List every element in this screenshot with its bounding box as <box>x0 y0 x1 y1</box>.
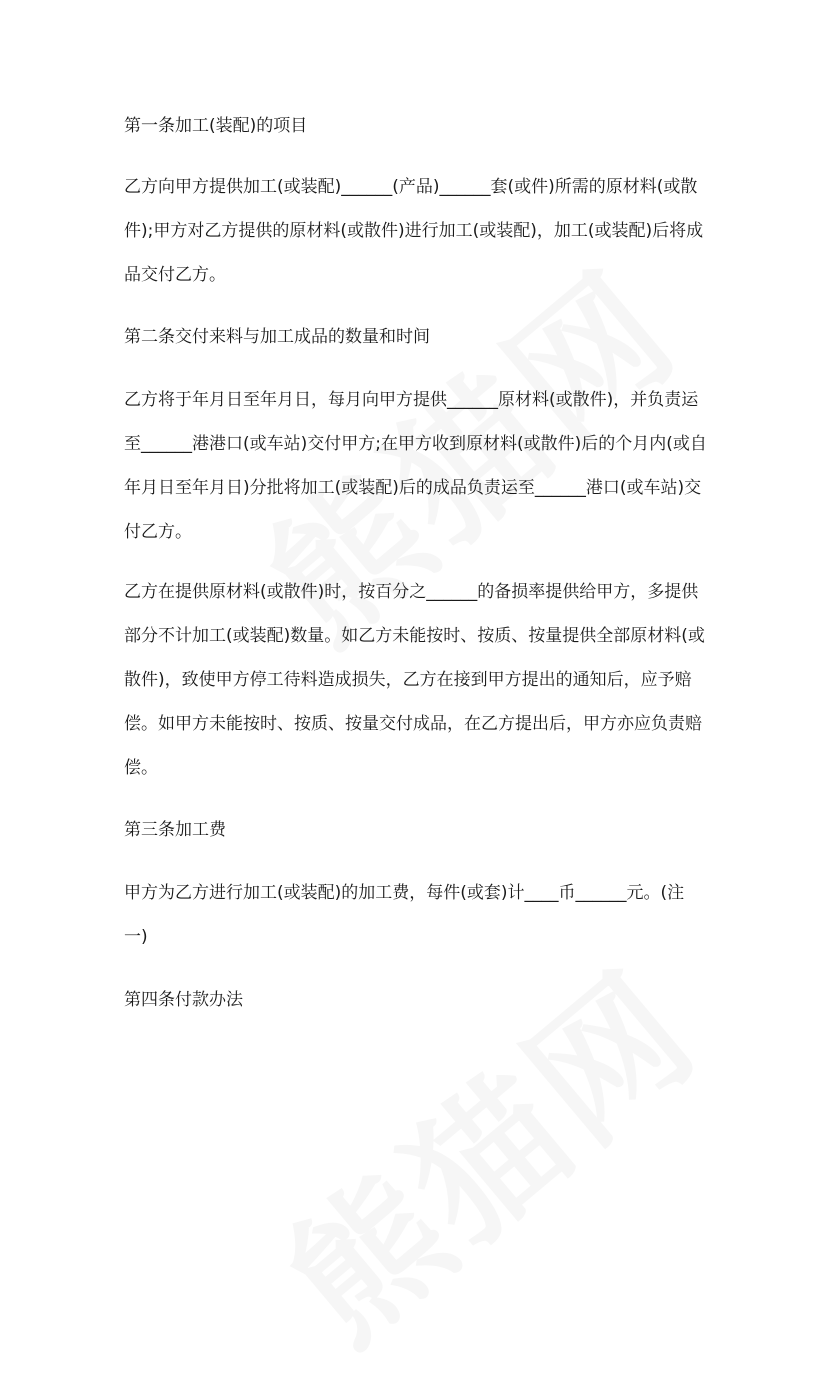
paragraph-line: 乙方向甲方提供加工(或装配)______(产品)______套(或件)所需的原材料(或散 <box>124 177 698 197</box>
paragraph-line: 偿。如甲方未能按时、按质、按量交付成品，在乙方提出后，甲方亦应负责赔 <box>124 714 702 734</box>
section-3-heading: 第三条加工费 <box>124 820 226 840</box>
paragraph-line: 乙方将于年月日至年月日，每月向甲方提供______原材料(或散件)，并负责运 <box>124 390 699 410</box>
section-2-paragraph-1 <box>124 378 706 554</box>
section-2-paragraph-2 <box>124 570 706 790</box>
paragraph-line: 散件)，致使甲方停工待料造成损失，乙方在接到甲方提出的通知后，应予赔 <box>124 670 692 690</box>
paragraph-line: 年月日至年月日)分批将加工(或装配)后的成品负责运至______港口(或车站)交 <box>124 478 702 498</box>
paragraph-line: 部分不计加工(或装配)数量。如乙方未能按时、按质、按量提供全部原材料(或 <box>124 626 705 646</box>
paragraph-line: 至______港港口(或车站)交付甲方;在甲方收到原材料(或散件)后的个月内(或自 <box>124 434 707 454</box>
paragraph-line: 品交付乙方。 <box>124 265 226 285</box>
section-3-paragraph <box>124 871 706 959</box>
paragraph-line: 偿。 <box>124 758 158 778</box>
section-1-heading: 第一条加工(装配)的项目 <box>124 116 308 136</box>
paragraph-line: 付乙方。 <box>124 522 192 542</box>
paragraph-line: 甲方为乙方进行加工(或装配)的加工费，每件(或套)计____币______元。(注 <box>124 883 685 903</box>
paragraph-line: 乙方在提供原材料(或散件)时，按百分之______的备损率提供给甲方，多提供 <box>124 582 699 602</box>
paragraph-line: 件);甲方对乙方提供的原材料(或散件)进行加工(或装配)，加工(或装配)后将成 <box>124 221 704 241</box>
watermark <box>235 915 732 1381</box>
section-1-paragraph <box>124 165 706 297</box>
paragraph-line: 一) <box>124 927 148 947</box>
section-4-heading: 第四条付款办法 <box>124 990 243 1010</box>
section-2-heading: 第二条交付来料与加工成品的数量和时间 <box>124 327 430 347</box>
